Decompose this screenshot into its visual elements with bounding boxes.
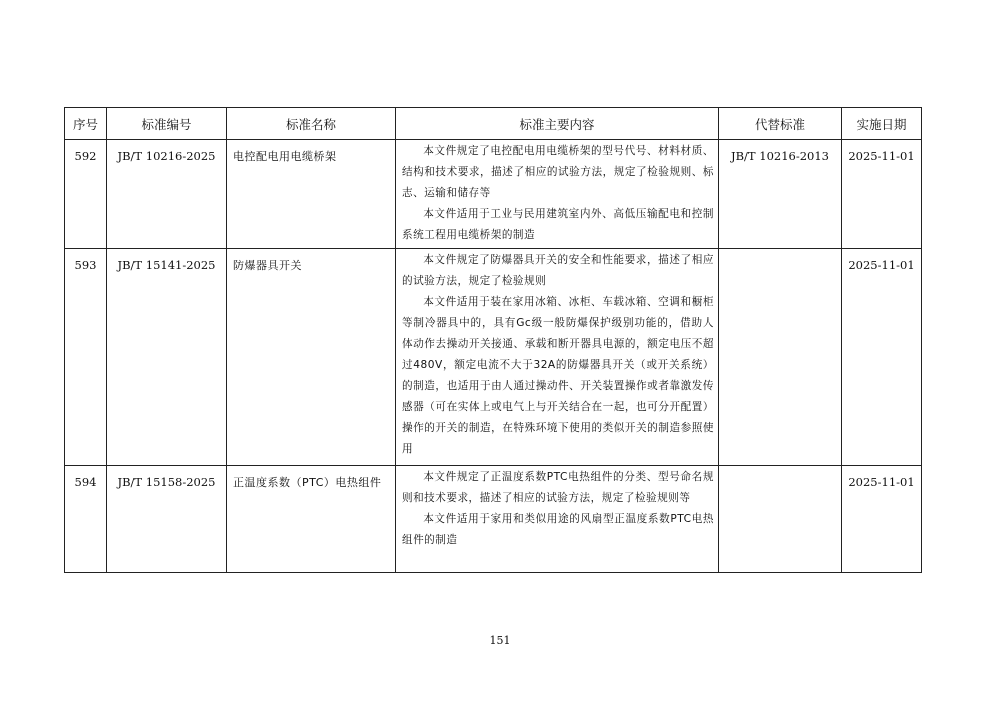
row-name: 电控配电用电缆桥架 bbox=[227, 140, 396, 249]
content-paragraph: 本文件适用于家用和类似用途的风扇型正温度系数PTC电热组件的制造 bbox=[402, 513, 714, 546]
content-paragraph: 本文件规定了正温度系数PTC电热组件的分类、型号命名规则和技术要求，描述了相应的试验方法，规定了检验规则等 bbox=[402, 471, 714, 504]
table-row bbox=[65, 466, 922, 573]
row-replaces bbox=[719, 466, 842, 573]
header-content: 标准主要内容 bbox=[396, 108, 719, 140]
row-content bbox=[396, 140, 719, 249]
header-name: 标准名称 bbox=[227, 108, 396, 140]
row-code: JB/T 10216-2025 bbox=[107, 140, 227, 249]
row-replaces bbox=[719, 249, 842, 466]
standards-table bbox=[64, 107, 922, 573]
row-date: 2025-11-01 bbox=[842, 249, 922, 466]
row-seq: 594 bbox=[65, 466, 107, 573]
header-date: 实施日期 bbox=[842, 108, 922, 140]
content-paragraph: 本文件适用于装在家用冰箱、冰柜、车载冰箱、空调和橱柜等制冷器具中的，具有Gc级一般防爆保护级别功能的，借助人体动作去操动开关接通、承载和断开器具电源的，额定电压不超过480V，额定电流不大于32A的防爆器具开关（或开关系统）的制造，也适用于由人通过操动件、开关装置操作或者靠激发传感器（可在实体上或电气上与开关结合在一起，也可分开配置）操作的开关的制造，在特殊环境下使用的类似开关的制造参照使用 bbox=[402, 296, 714, 455]
table-row bbox=[65, 140, 922, 249]
content-paragraph: 本文件适用于工业与民用建筑室内外、高低压输配电和控制系统工程用电缆桥架的制造 bbox=[402, 208, 714, 241]
header-seq: 序号 bbox=[65, 108, 107, 140]
row-date: 2025-11-01 bbox=[842, 140, 922, 249]
row-name: 正温度系数（PTC）电热组件 bbox=[227, 466, 396, 573]
content-paragraph: 本文件规定了电控配电用电缆桥架的型号代号、材料材质、结构和技术要求，描述了相应的试验方法，规定了检验规则、标志、运输和储存等 bbox=[402, 145, 714, 199]
header-code: 标准编号 bbox=[107, 108, 227, 140]
row-seq: 592 bbox=[65, 140, 107, 249]
table-row bbox=[65, 249, 922, 466]
page-number: 151 bbox=[489, 634, 511, 647]
row-seq: 593 bbox=[65, 249, 107, 466]
row-code: JB/T 15141-2025 bbox=[107, 249, 227, 466]
row-name: 防爆器具开关 bbox=[227, 249, 396, 466]
row-content bbox=[396, 466, 719, 573]
content-paragraph: 本文件规定了防爆器具开关的安全和性能要求，描述了相应的试验方法，规定了检验规则 bbox=[402, 254, 714, 287]
row-date: 2025-11-01 bbox=[842, 466, 922, 573]
table-header-row bbox=[65, 108, 922, 140]
row-replaces: JB/T 10216-2013 bbox=[719, 140, 842, 249]
row-code: JB/T 15158-2025 bbox=[107, 466, 227, 573]
header-replaces: 代替标准 bbox=[719, 108, 842, 140]
row-content bbox=[396, 249, 719, 466]
